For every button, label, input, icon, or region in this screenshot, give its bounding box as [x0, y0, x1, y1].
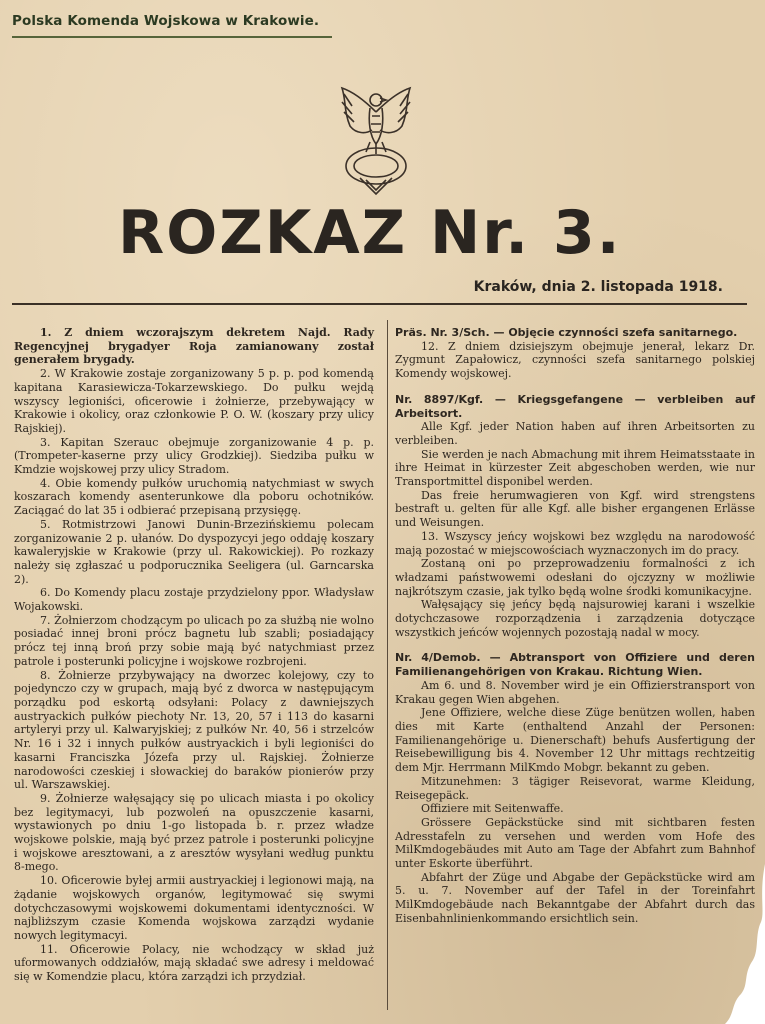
- paragraph: 1. Z dniem wczorajszym dekretem Najd. Rady Regencyjnej brygadyer Roja zamianowany został generałem brygady.: [14, 326, 374, 367]
- torn-corner: [725, 864, 765, 1024]
- paragraph: 7. Żołnierzom chodzącym po ulicach po za służbą nie wolno posiadać innej broni prócz bagnetu lub szabli; posiadający prócz tej inną broń przy sobie mają być natychmiast przez patrole i posterunki policyjne i wojskowe rozbrojeni.: [14, 613, 374, 668]
- section-heading: Nr. 8897/Kgf. — Kriegsgefangene — verbleiben auf Arbeitsort.: [395, 392, 755, 420]
- eagle-emblem-icon: [330, 82, 422, 200]
- paragraph: 9. Żołnierze wałęsający się po ulicach miasta i po okolicy bez legitymacyi, lub pozwoleń na opuszczenie kasarni, wystawionych po dniu 1-go listopada b. r. przez władze wojskowe polskie, mają być przez patrole i posterunki policyjne i wojskowe aresztowani, a z aresztów wysyłani według punktu 8-mego.: [14, 791, 374, 874]
- paragraph: 5. Rotmistrzowi Janowi Dunin-Brzezińskiemu polecam zorganizowanie 2 p. ułanów. Do dyspozycyi jego oddaję koszary kawaleryjskie w Krakowie (przy ul. Rakowickiej). Po rozkazy należy się zgłaszać u podporucznika Seeligera (ul. Garncarska 2).: [14, 517, 374, 586]
- paragraph: Abfahrt der Züge und Abgabe der Gepäckstücke wird am 5. u. 7. November auf der Tafel in der Toreinfahrt MilKmdogebäude nach Bekanntgabe der Abfahrt durch das Eisenbahnlinienkommando ersichtlich sein.: [395, 870, 755, 925]
- left-column: [14, 326, 374, 984]
- section-heading: Präs. Nr. 3/Sch. — Objęcie czynności szefa sanitarnego.: [395, 326, 738, 339]
- paragraph: 2. W Krakowie zostaje zorganizowany 5 p. p. pod komendą kapitana Karasiewicza-Tokarzewskiego. Do pułku wejdą wszyscy legioniści, oficerowie i żołnierze, przebywający w Krakowie i okolicy, oraz członkowie P. O. W. (koszary przy ulicy Rajskiej).: [14, 367, 374, 435]
- paragraph: Alle Kgf. jeder Nation haben auf ihren Arbeitsorten zu verbleiben.: [395, 420, 755, 447]
- issuer-header: Polska Komenda Wojskowa w Krakowie.: [12, 13, 320, 29]
- title-rule: [12, 303, 747, 305]
- paragraph: 10. Oficerowie byłej armii austryackiej i legionowi mają, na żądanie wojskowych organów, legitymować się swymi dotychczasowymi wojskowemi dokumentami identyczności. W najbliższym czasie Komenda wojskowa zarządzi wydanie nowych legitymacyi.: [14, 874, 374, 942]
- paragraph: Jene Offiziere, welche diese Züge benützen wollen, haben dies mit Karte (enthaltend Anzahl der Personen: Familienangehörige u. Dienerschaft) behufs Ausfertigung der Reisebewilligung bis 4. November 12 Uhr mittags rechtzeitig dem Mjr. Herrmann MilKmdo Mobgr. bekannt zu geben.: [395, 706, 755, 775]
- document-title: ROZKAZ Nr. 3.: [118, 198, 622, 268]
- paragraph: Zostaną oni po przeprowadzeniu formalności z ich władzami państwowemi odesłani do ojczyzny w możliwie najkrótszym czasie, jak tylko będą wolne środki komunikacyjne.: [395, 557, 755, 598]
- paragraph: 8. Żołnierze przybywający na dworzec kolejowy, czy to pojedynczo czy w grupach, mają być z dworca w następującym porządku pod eskortą odsyłani: Polacy z dawniejszych austryackich pułków piechoty Nr. 13, 20, 57 i 113 do kasarni artyleryi przy ul. Kalwaryjskiej; z pułków Nr. 40, 56 i strzelców Nr. 16 i 32 i innych pułków austryackich i byli legioniści do kasarni Franciszka Józefa przy ul. Rajskiej. Żołnierze narodowości czeskiej i słowackiej do baraków pionierów przy ul. Warszawskiej.: [14, 668, 374, 792]
- paragraph: Das freie herumwagieren von Kgf. wird strengstens bestraft u. gelten für alle Kgf. alle bisher ergangenen Erlässe und Weisungen.: [395, 488, 755, 530]
- paragraph: 13. Wszyscy jeńcy wojskowi bez względu na narodowość mają pozostać w miejscowościach wyznaczonych im do pracy.: [395, 529, 755, 557]
- paragraph: Grössere Gepäckstücke sind mit sichtbaren festen Adresstafeln zu versehen und werden vom Hofe des MilKmdogebäudes mit Auto am Tage der Abfahrt zum Bahnhof unter Eskorte überführt.: [395, 815, 755, 871]
- paragraph: Offiziere mit Seitenwaffe.: [421, 802, 564, 816]
- paragraph: 11. Oficerowie Polacy, nie wchodzący w skład już uformowanych oddziałów, mają składać swe adresy i meldować się w Komendzie placu, która zarządzi ich przydział.: [14, 942, 374, 984]
- paragraph: Sie werden je nach Abmachung mit ihrem Heimatsstaate in ihre Heimat in kürzester Zeit abgeschoben werden, wie nur Transportmittel disponibel werden.: [395, 447, 755, 489]
- paragraph: 4. Obie komendy pułków uruchomią natychmiast w swych koszarach komendy asenterunkowe dla poboru ochotników. Zaciągać do lat 35 i odbierać przepisaną przysięgę.: [14, 476, 374, 518]
- paragraph: 6. Do Komendy placu zostaje przydzielony ppor. Władysław Wojakowski.: [14, 586, 374, 614]
- paragraph: Wałęsający się jeńcy będą najsurowiej karani i wszelkie dotychczasowe rozporządzenia i zarządzenia dotyczące wszystkich jeńców wojennych pozostają nadal w mocy.: [395, 598, 755, 639]
- header-underline: [12, 36, 332, 38]
- dateline: Kraków, dnia 2. listopada 1918.: [473, 279, 723, 295]
- column-divider: [387, 320, 388, 1010]
- paragraph: Am 6. und 8. November wird je ein Offizierstransport von Krakau gegen Wien abgehen.: [395, 678, 755, 706]
- section-heading: Nr. 4/Demob. — Abtransport von Offiziere und deren Familienangehörigen von Krakau. Richtung Wien.: [395, 651, 755, 679]
- paragraph: 12. Z dniem dzisiejszym obejmuje jenerał, lekarz Dr. Zygmunt Zapałowicz, czynności szefa sanitarnego polskiej Komendy wojskowej.: [395, 339, 755, 381]
- paragraph: 3. Kapitan Szerauc obejmuje zorganizowanie 4 p. p. (Trompeter-kaserne przy ulicy Grodzkiej). Siedziba pułku w Kmdzie wojskowej przy ulicy Stradom.: [14, 435, 374, 477]
- paragraph: Mitzunehmen: 3 tägiger Reisevorat, warme Kleidung, Reisegepäck.: [395, 774, 755, 802]
- right-column: [395, 326, 755, 926]
